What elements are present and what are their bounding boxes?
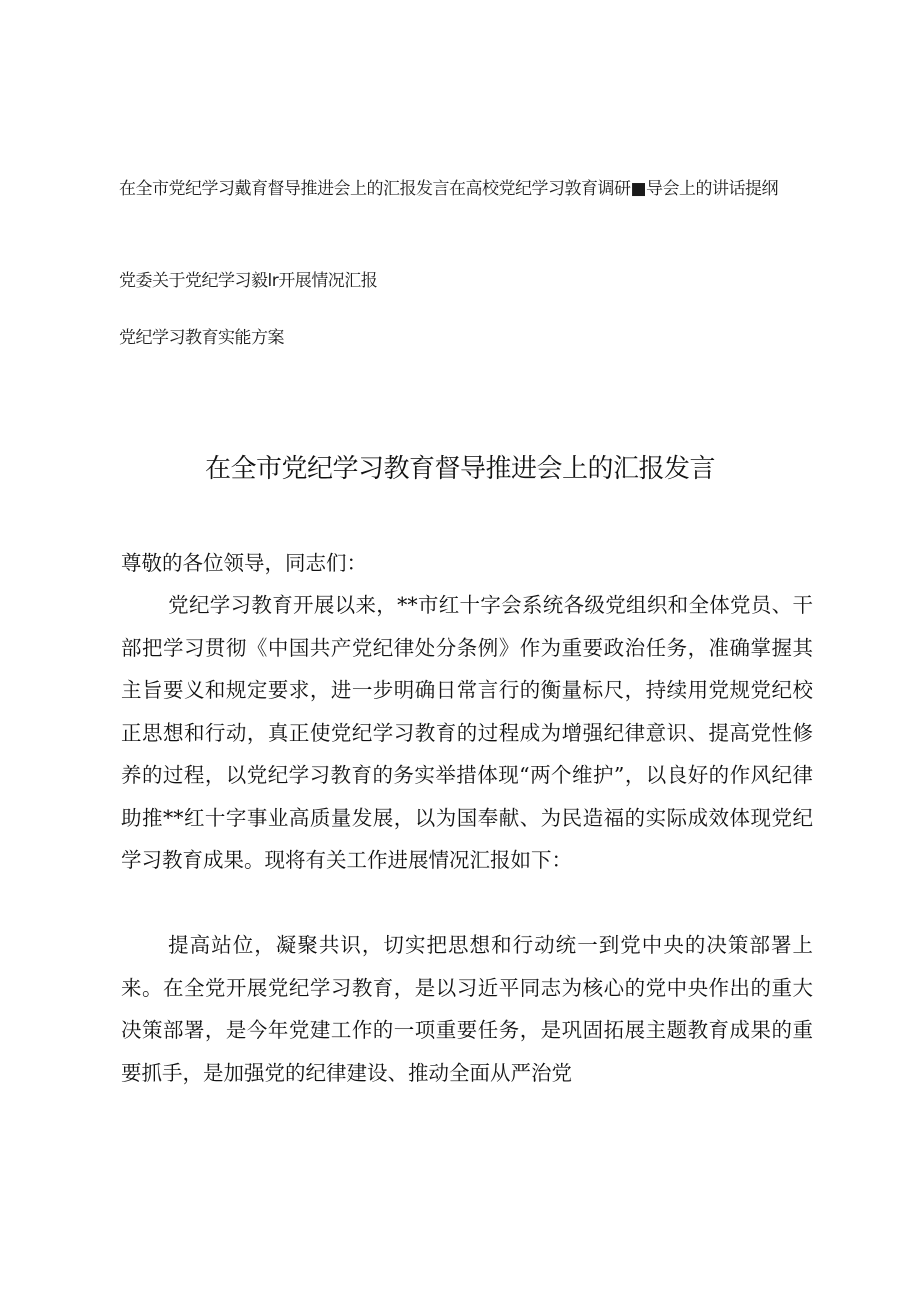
toc-item-1: 在全市党纪学习戴育督导推进会上的汇报发言在高校党纪学习敦育调研■导会上的讲话提纲 <box>119 179 779 199</box>
body-paragraph-2: 提高站位，凝聚共识，切实把思想和行动统一到党中央的决策部署上来。在全党开展党纪学习教育，是以习近平同志为核心的党中央作出的重大决策部署，是今年党建工作的一项重要任务，是巩固拓展主题教育成果的重要抓手，是加强党的纪律建设、推动全面从严治党 <box>121 933 813 1085</box>
salutation: 尊敬的各位领导，同志们： <box>121 551 367 575</box>
toc-item-2: 党委关于党纪学习毅lr开展情况汇报 <box>119 271 378 291</box>
toc-item-3: 党纪学习教育实能方案 <box>119 328 284 348</box>
document-title: 在全市党纪学习教育督导推进会上的汇报发言 <box>204 454 715 484</box>
body-paragraph-1: 党纪学习教育开展以来，**市红十字会系统各级党组织和全体党员、干部把学习贯彻《中国共产党纪律处分条例》作为重要政治任务，准确掌握其主旨要义和规定要求，进一步明确日常言行的衡量标尺，持续用党规党纪校正思想和行动，真正使党纪学习教育的过程成为增强纪律意识、提高党性修养的过程，以党纪学习教育的务实举措体现“两个维护”，以良好的作风纪律助推**红十字事业高质量发展，以为国奉献、为民造福的实际成效体现党纪学习教育成果。现将有关工作进展情况汇报如下： <box>121 593 813 872</box>
